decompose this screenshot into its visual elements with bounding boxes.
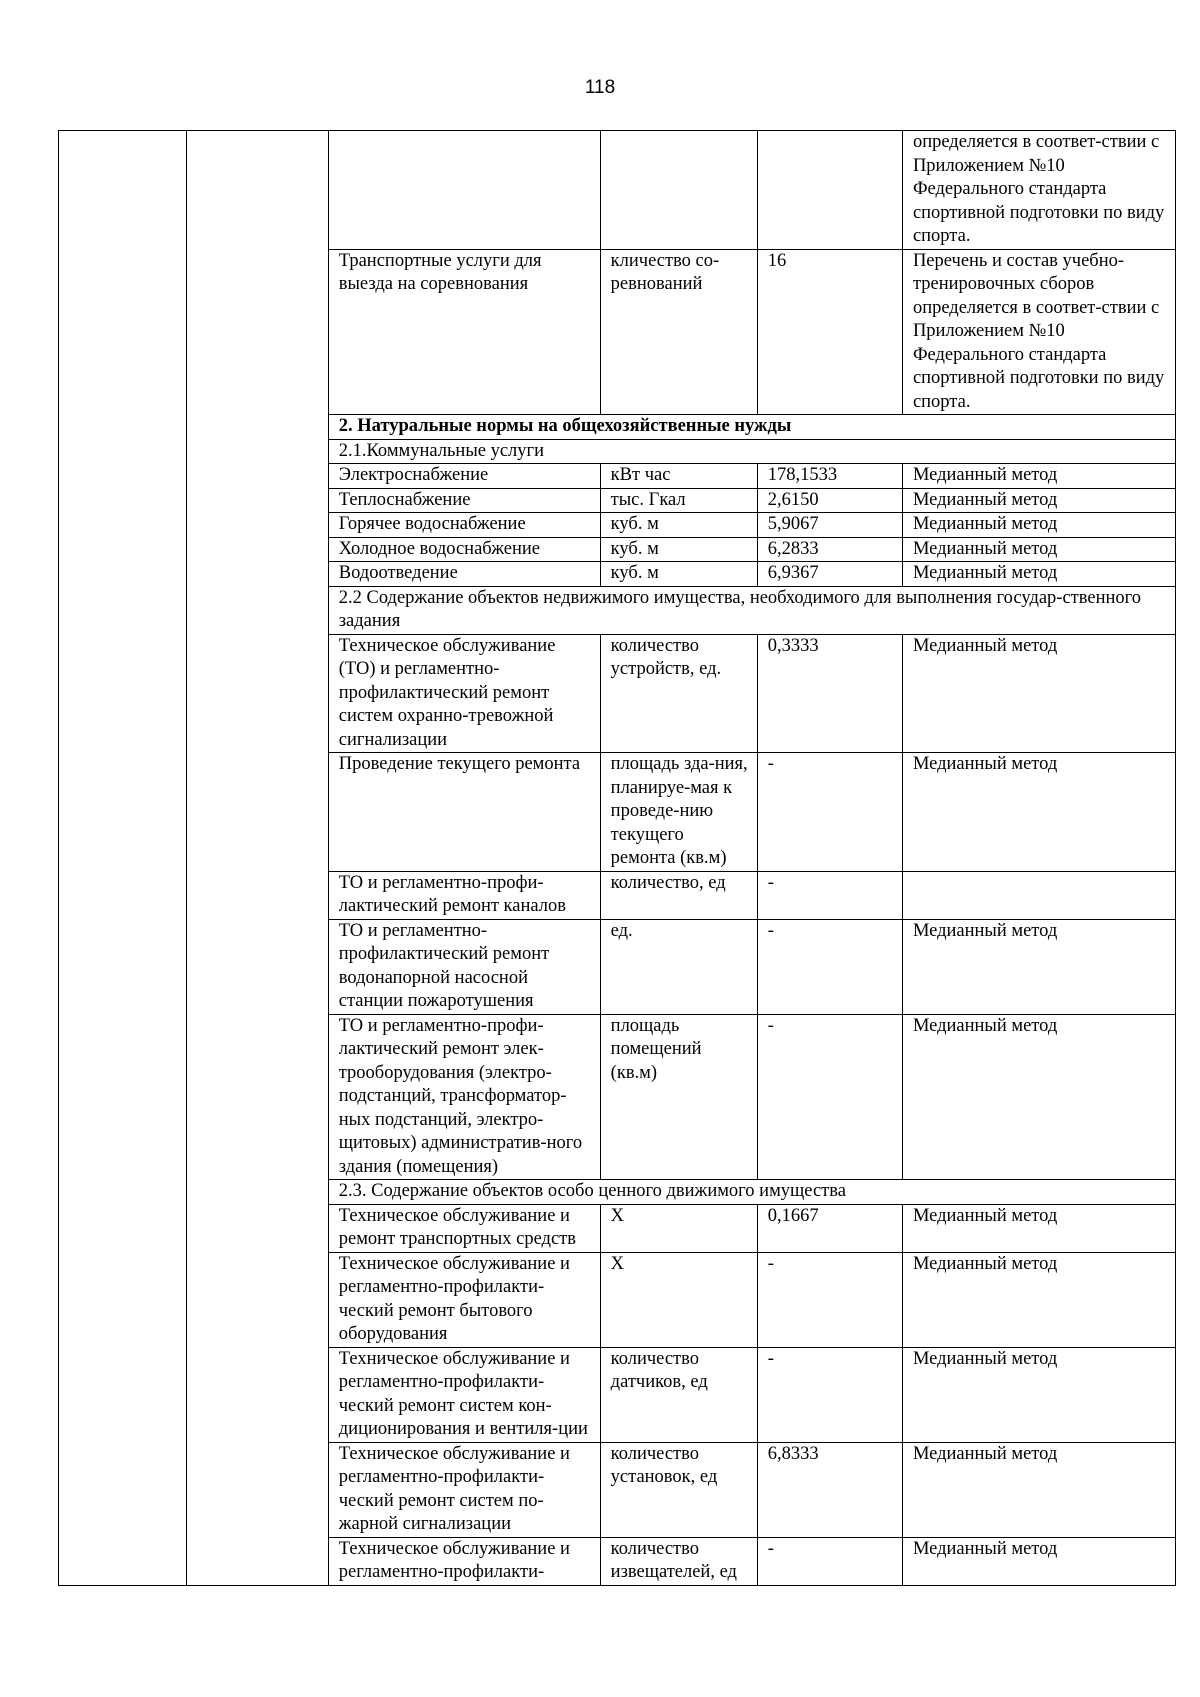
table-body (59, 131, 1176, 1586)
value-cell: 178,1533 (757, 464, 902, 489)
unit-cell: куб. м (600, 537, 757, 562)
norm-name-cell: Проведение текущего ремонта (328, 753, 600, 872)
section-heading: 2. Натуральные нормы на общехозяйственные нужды (328, 415, 1175, 440)
method-cell: Медианный метод (902, 1204, 1175, 1252)
method-cell: Медианный метод (902, 488, 1175, 513)
unit-cell: куб. м (600, 513, 757, 538)
value-cell: 6,2833 (757, 537, 902, 562)
method-cell: Медианный метод (902, 562, 1175, 587)
section-heading: 2.3. Содержание объектов особо ценного движимого имущества (328, 1180, 1175, 1205)
value-cell: 5,9067 (757, 513, 902, 538)
unit-cell: Х (600, 1252, 757, 1347)
value-cell: - (757, 1347, 902, 1442)
unit-cell: количество, ед (600, 871, 757, 919)
value-cell: 0,3333 (757, 634, 902, 753)
norm-name-cell: Техническое обслуживание и регламентно-профилакти- (328, 1537, 600, 1585)
norm-name-cell: Техническое обслуживание и регламентно-профилакти-ческий ремонт систем по-жарной сигнализации (328, 1442, 600, 1537)
unit-cell: площадь помещений (кв.м) (600, 1014, 757, 1180)
norm-name-cell: Техническое обслуживание и ремонт транспортных средств (328, 1204, 600, 1252)
norm-name-cell: Холодное водоснабжение (328, 537, 600, 562)
norm-name-cell: Электроснабжение (328, 464, 600, 489)
unit-cell: количество датчиков, ед (600, 1347, 757, 1442)
norm-name-cell: Техническое обслуживание и регламентно-профилакти-ческий ремонт систем кон-диционирования и вентиля-ции (328, 1347, 600, 1442)
method-cell: Медианный метод (902, 513, 1175, 538)
norm-name-cell: Транспортные услуги для выезда на соревнования (328, 249, 600, 415)
method-cell: Медианный метод (902, 537, 1175, 562)
value-cell: 0,1667 (757, 1204, 902, 1252)
value-cell: - (757, 1014, 902, 1180)
norm-name-cell: Горячее водоснабжение (328, 513, 600, 538)
value-cell: - (757, 753, 902, 872)
value-cell: 6,9367 (757, 562, 902, 587)
unit-cell: Х (600, 1204, 757, 1252)
unit-cell: кличество со-ревнований (600, 249, 757, 415)
method-cell: Медианный метод (902, 1537, 1175, 1585)
page-number: 118 (584, 77, 616, 98)
norm-name-cell: ТО и регламентно-профилактический ремонт водонапорной насосной станции пожаротушения (328, 919, 600, 1014)
method-cell: Медианный метод (902, 464, 1175, 489)
unit-cell: ед. (600, 919, 757, 1014)
method-cell: определяется в соответ-ствии с Приложением №10 Федерального стандарта спортивной подготовки по виду спорта. (902, 131, 1175, 250)
unit-cell: тыс. Гкал (600, 488, 757, 513)
unit-cell: количество устройств, ед. (600, 634, 757, 753)
method-cell: Медианный метод (902, 1014, 1175, 1180)
method-cell: Медианный метод (902, 919, 1175, 1014)
unit-cell: куб. м (600, 562, 757, 587)
value-cell: - (757, 919, 902, 1014)
method-cell: Медианный метод (902, 634, 1175, 753)
method-cell: Медианный метод (902, 1347, 1175, 1442)
value-cell: - (757, 1537, 902, 1585)
norm-name-cell (328, 131, 600, 250)
empty-column-1 (59, 131, 187, 1586)
value-cell: 6,8333 (757, 1442, 902, 1537)
section-heading: 2.1.Коммунальные услуги (328, 439, 1175, 464)
unit-cell: кВт час (600, 464, 757, 489)
unit-cell (600, 131, 757, 250)
method-cell: Медианный метод (902, 1252, 1175, 1347)
value-cell: 16 (757, 249, 902, 415)
method-cell (902, 871, 1175, 919)
norm-name-cell: Водоотведение (328, 562, 600, 587)
value-cell (757, 131, 902, 250)
norm-name-cell: ТО и регламентно-профи-лактический ремонт элек-трооборудования (электро-подстанций, трансформатор-ных подстанций, электро-щитовых) административ-ного здания (помещения) (328, 1014, 600, 1180)
method-cell: Медианный метод (902, 1442, 1175, 1537)
norms-table (58, 130, 1176, 1586)
table-row (59, 131, 1176, 250)
unit-cell: площадь зда-ния, планируе-мая к проведе-нию текущего ремонта (кв.м) (600, 753, 757, 872)
norm-name-cell: ТО и регламентно-профи-лактический ремонт каналов (328, 871, 600, 919)
value-cell: - (757, 871, 902, 919)
value-cell: - (757, 1252, 902, 1347)
method-cell: Медианный метод (902, 753, 1175, 872)
norm-name-cell: Техническое обслуживание и регламентно-профилакти-ческий ремонт бытового оборудования (328, 1252, 600, 1347)
section-heading: 2.2 Содержание объектов недвижимого имущества, необходимого для выполнения государ-ственного задания (328, 586, 1175, 634)
unit-cell: количество установок, ед (600, 1442, 757, 1537)
norm-name-cell: Теплоснабжение (328, 488, 600, 513)
norm-name-cell: Техническое обслуживание (ТО) и регламентно-профилактический ремонт систем охранно-тревожной сигнализации (328, 634, 600, 753)
empty-column-2 (186, 131, 328, 1586)
unit-cell: количество извещателей, ед (600, 1537, 757, 1585)
value-cell: 2,6150 (757, 488, 902, 513)
method-cell: Перечень и состав учебно-тренировочных сборов определяется в соответ-ствии с Приложением №10 Федерального стандарта спортивной подготовки по виду спорта. (902, 249, 1175, 415)
